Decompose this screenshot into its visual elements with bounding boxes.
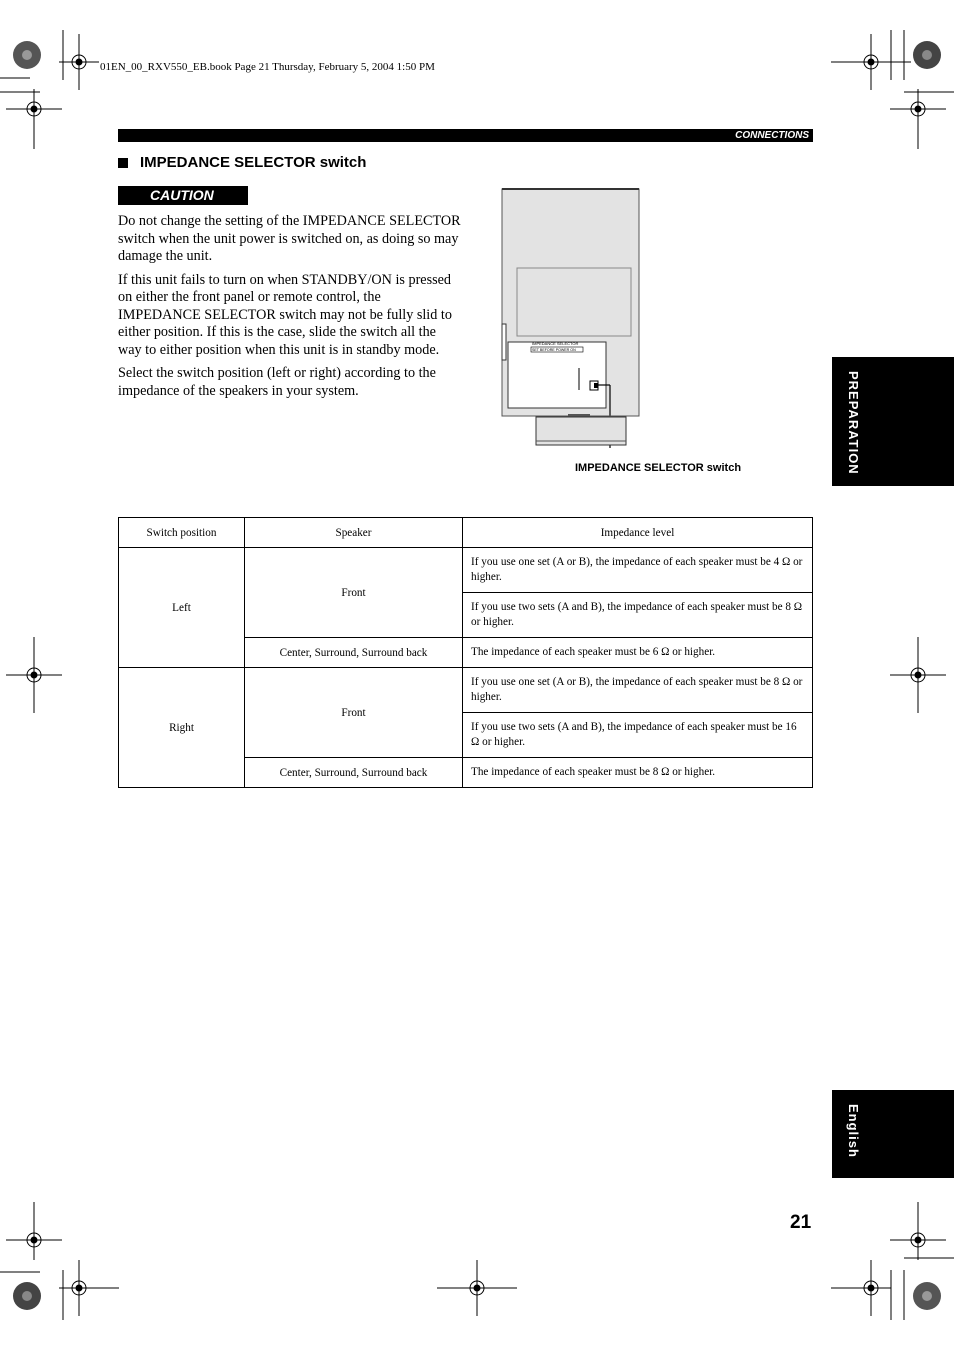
panel-label: IMPEDANCE SELECTOR [532, 341, 579, 346]
paragraph-2: If this unit fails to turn on when STANDBY/ON is pressed on either the front panel or remote control, the IMPEDANCE SELECTOR switch may not be fully slid to either position. If this is the case, slide the switch all the way to either position when this unit is in standby mode. [118, 271, 452, 358]
cell-position-left: Left [119, 548, 245, 668]
body-text [118, 213, 463, 406]
heading-text: IMPEDANCE SELECTOR switch [140, 154, 367, 171]
cell-right-others-level: The impedance of each speaker must be 8 Ω or higher. [463, 758, 813, 788]
caution-box [118, 186, 248, 205]
cell-right-front-two-sets: If you use two sets (A and B), the impedance of each speaker must be 16 Ω or higher. [463, 713, 813, 758]
cell-position-right: Right [119, 668, 245, 788]
figure-callout-label: IMPEDANCE SELECTOR switch [575, 462, 742, 474]
side-tab-english [832, 1090, 954, 1178]
rear-panel-illustration [500, 188, 640, 448]
page-number: 21 [790, 1212, 812, 1233]
cell-left-others-level: The impedance of each speaker must be 6 Ω or higher. [463, 638, 813, 668]
book-header: 01EN_00_RXV550_EB.book Page 21 Thursday, February 5, 2004 1:50 PM [100, 61, 435, 73]
cell-left-front-two-sets: If you use two sets (A and B), the impedance of each speaker must be 8 Ω or higher. [463, 593, 813, 638]
table-row [119, 548, 813, 593]
impedance-switch-knob[interactable] [594, 383, 598, 388]
table-row [119, 668, 813, 713]
cell-right-front: Front [245, 668, 463, 758]
section-heading [118, 154, 366, 171]
side-tab-preparation [832, 357, 954, 486]
paragraph-3: Select the switch position (left or right) according to the impedance of the speakers in your system. [118, 365, 436, 399]
cell-right-others: Center, Surround, Surround back [245, 758, 463, 788]
section-bar [118, 129, 813, 142]
cell-right-front-one-set: If you use one set (A or B), the impedance of each speaker must be 8 Ω or higher. [463, 668, 813, 713]
cell-left-front: Front [245, 548, 463, 638]
caution-label: CAUTION [150, 187, 214, 203]
header-switch-position: Switch position [119, 518, 245, 548]
impedance-table [118, 517, 813, 788]
table-header-row [119, 518, 813, 548]
paragraph-1: Do not change the setting of the IMPEDANCE SELECTOR switch when the unit power is switched on, as doing so may damage the unit. [118, 213, 461, 264]
heading-bullet-icon [118, 158, 128, 168]
header-speaker: Speaker [245, 518, 463, 548]
header-impedance-level: Impedance level [463, 518, 813, 548]
cell-left-others: Center, Surround, Surround back [245, 638, 463, 668]
side-tab-english-label: English [846, 1104, 861, 1158]
cell-left-front-one-set: If you use one set (A or B), the impedance of each speaker must be 4 Ω or higher. [463, 548, 813, 593]
panel-sublabel: SET BEFORE POWER ON [532, 348, 576, 352]
section-label: CONNECTIONS [735, 130, 809, 141]
side-tab-preparation-label: PREPARATION [846, 371, 861, 475]
